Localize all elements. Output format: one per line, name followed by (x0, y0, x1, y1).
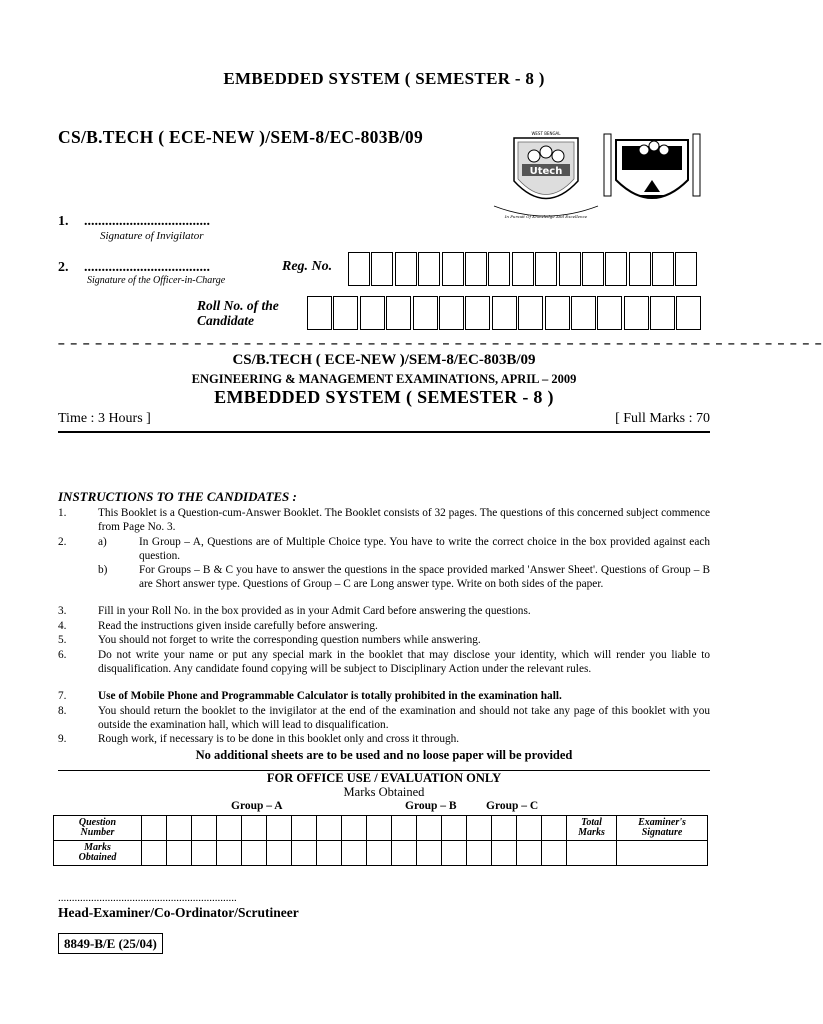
marks-obtained-header (54, 841, 142, 866)
instruction-sub-label: a) (98, 536, 107, 548)
group-b-label: Group – B (405, 800, 457, 812)
university-logo (486, 126, 606, 226)
mark-cell[interactable] (267, 841, 292, 866)
instruction-sub-label: b) (98, 564, 108, 576)
svg-text:Utech: Utech (529, 166, 563, 177)
roll-no-box[interactable] (465, 296, 490, 330)
subject-title: EMBEDDED SYSTEM ( SEMESTER - 8 ) (214, 387, 554, 407)
mark-cell[interactable] (317, 816, 342, 841)
mark-cell[interactable] (542, 841, 567, 866)
marks-obtained-caption: Marks Obtained (343, 785, 425, 799)
roll-no-box[interactable] (676, 296, 701, 330)
instruction-text: You should return the booklet to the invigilator at the end of the examination and should not take any page of this booklet with you outside the examination hall, which will lead to disqualification. (98, 705, 710, 731)
mark-cell[interactable] (367, 841, 392, 866)
mark-cell[interactable] (167, 841, 192, 866)
examiner-signature-cell[interactable] (617, 841, 708, 866)
instructions-footer: No additional sheets are to be used and no loose paper will be provided (195, 748, 573, 762)
instructions-heading: INSTRUCTIONS TO THE CANDIDATES : (58, 489, 297, 504)
mark-cell[interactable] (392, 816, 417, 841)
roll-no-label-line2: Candidate (197, 313, 255, 328)
roll-no-box[interactable] (571, 296, 596, 330)
row-label-line1: Marks (84, 842, 111, 853)
mark-cell[interactable] (217, 816, 242, 841)
mark-cell[interactable] (317, 841, 342, 866)
instruction-number: 7. (58, 690, 67, 702)
instruction-number: 5. (58, 634, 67, 646)
mark-cell[interactable] (142, 816, 167, 841)
time-label: Time : 3 Hours ] (58, 411, 151, 426)
total-marks-header (567, 816, 617, 841)
mark-cell[interactable] (242, 816, 267, 841)
instruction-number: 8. (58, 705, 67, 717)
paper-code: CS/B.TECH ( ECE-NEW )/SEM-8/EC-803B/09 (232, 352, 536, 368)
instruction-number: 3. (58, 605, 67, 617)
row-label-line2: Number (80, 827, 115, 838)
mark-cell[interactable] (542, 816, 567, 841)
invigilator-signature-line: .................................... (84, 214, 210, 229)
svg-text:In Pursuit Of Knowledge And Ex: In Pursuit Of Knowledge And Excellence (504, 214, 588, 219)
reg-no-box[interactable] (465, 252, 487, 286)
roll-no-box[interactable] (413, 296, 438, 330)
roll-no-label-line1: Roll No. of the (197, 298, 279, 313)
instruction-text: In Group – A, Questions are of Multiple Choice type. You have to write the correct choice in the box provided against each question. (139, 536, 710, 562)
total-label-line1: Total (581, 817, 602, 828)
mark-cell[interactable] (517, 816, 542, 841)
reg-no-box[interactable] (559, 252, 581, 286)
roll-no-label (197, 298, 279, 328)
mark-cell[interactable] (492, 816, 517, 841)
reg-no-box[interactable] (488, 252, 510, 286)
roll-no-box[interactable] (360, 296, 385, 330)
instruction-number: 9. (58, 733, 67, 745)
reg-no-box[interactable] (605, 252, 627, 286)
reg-no-box[interactable] (395, 252, 417, 286)
office-use-title: FOR OFFICE USE / EVALUATION ONLY (266, 771, 502, 785)
svg-text:WEST BENGAL: WEST BENGAL (531, 131, 561, 136)
mark-cell[interactable] (467, 816, 492, 841)
reg-no-box[interactable] (652, 252, 674, 286)
group-a-label: Group – A (231, 800, 283, 812)
reg-no-box[interactable] (348, 252, 370, 286)
invigilator-number: 1. (58, 214, 69, 229)
booklet-code: 8849-B/E (25/04) (58, 933, 163, 954)
examiner-label-line1: Examiner's (638, 817, 686, 828)
reg-no-box[interactable] (418, 252, 440, 286)
mark-cell[interactable] (442, 816, 467, 841)
page-title: EMBEDDED SYSTEM ( SEMESTER - 8 ) (223, 69, 545, 88)
question-number-row (54, 816, 708, 841)
row-label-line1: Question (78, 817, 117, 828)
marks-obtained-row (54, 841, 708, 866)
reg-no-box[interactable] (629, 252, 651, 286)
instruction-text: Do not write your name or put any special mark in the booklet that may disclose your identity, which will render you liable to disqualification. Any candidate found copying will be subject to Disciplinary Action under the relevant rules. (98, 649, 710, 675)
roll-no-box[interactable] (386, 296, 411, 330)
roll-no-box[interactable] (333, 296, 358, 330)
mark-cell[interactable] (342, 816, 367, 841)
examiner-label-line2: Signature (641, 827, 683, 838)
total-label-line2: Marks (578, 827, 605, 838)
roll-no-boxes[interactable] (307, 296, 703, 330)
instruction-text: Fill in your Roll No. in the box provided as in your Admit Card before answering the questions. (98, 605, 531, 617)
reg-no-boxes[interactable] (348, 252, 699, 286)
reg-no-box[interactable] (535, 252, 557, 286)
instruction-text: Rough work, if necessary is to be done in this booklet only and cross it through. (98, 733, 460, 745)
mark-cell[interactable] (467, 841, 492, 866)
mark-cell[interactable] (417, 841, 442, 866)
paper-code-top: CS/B.TECH ( ECE-NEW )/SEM-8/EC-803B/09 (58, 127, 424, 147)
roll-no-box[interactable] (650, 296, 675, 330)
officer-signature-label: Signature of the Officer-in-Charge (87, 275, 226, 286)
instruction-text: You should not forget to write the corresponding question numbers while answering. (98, 634, 481, 646)
invigilator-signature-label: Signature of Invigilator (100, 230, 204, 242)
mark-cell[interactable] (492, 841, 517, 866)
mark-cell[interactable] (292, 816, 317, 841)
officer-signature-line: .................................... (84, 260, 210, 275)
mark-cell[interactable] (392, 841, 417, 866)
mark-cell[interactable] (417, 816, 442, 841)
question-number-header (54, 816, 142, 841)
mark-cell[interactable] (242, 841, 267, 866)
college-emblem (602, 130, 702, 216)
reg-no-box[interactable] (371, 252, 393, 286)
mark-cell[interactable] (192, 841, 217, 866)
mark-cell[interactable] (442, 841, 467, 866)
total-marks-cell[interactable] (567, 841, 617, 866)
roll-no-box[interactable] (624, 296, 649, 330)
full-marks-label: [ Full Marks : 70 (615, 411, 710, 426)
group-c-label: Group – C (486, 800, 539, 812)
roll-no-box[interactable] (439, 296, 464, 330)
head-examiner-label: Head-Examiner/Co-Ordinator/Scrutineer (58, 905, 299, 920)
instruction-text: Read the instructions given inside carefully before answering. (98, 620, 378, 632)
exam-name: ENGINEERING & MANAGEMENT EXAMINATIONS, APRIL – 2009 (191, 372, 577, 386)
roll-no-box[interactable] (597, 296, 622, 330)
instruction-number: 6. (58, 649, 67, 661)
row-label-line2: Obtained (78, 852, 117, 863)
head-examiner-signature-line: ................................................................. (58, 892, 237, 904)
mark-cell[interactable] (217, 841, 242, 866)
instruction-text: For Groups – B & C you have to answer the questions in the space provided marked 'Answer Sheet'. Questions of Group – B are Short answer type. Questions of Group – C are Long answer type. Write on both sides of the paper. (139, 564, 710, 590)
roll-no-box[interactable] (492, 296, 517, 330)
marks-table (53, 815, 708, 866)
mark-cell[interactable] (517, 841, 542, 866)
mark-cell[interactable] (167, 816, 192, 841)
reg-no-box[interactable] (582, 252, 604, 286)
roll-no-box[interactable] (545, 296, 570, 330)
examiner-signature-header (617, 816, 708, 841)
mark-cell[interactable] (342, 841, 367, 866)
officer-number: 2. (58, 260, 69, 275)
reg-no-box[interactable] (512, 252, 534, 286)
cut-line: – – – – – – – – – – – – – – – – – – – – – – – – – – – – – – – – – – – – – – – – – – – – – – – – – – – – – – – – – – – – – – (58, 336, 823, 350)
mark-cell[interactable] (192, 816, 217, 841)
mark-cell[interactable] (142, 841, 167, 866)
mark-cell[interactable] (292, 841, 317, 866)
instruction-number: 1. (58, 507, 67, 519)
reg-no-box[interactable] (675, 252, 697, 286)
instruction-text: Use of Mobile Phone and Programmable Calculator is totally prohibited in the examination hall. (98, 690, 562, 702)
instruction-number: 2. (58, 536, 67, 548)
reg-no-label: Reg. No. (282, 259, 333, 274)
instruction-number: 4. (58, 620, 67, 632)
reg-no-box[interactable] (442, 252, 464, 286)
header-rule (58, 431, 710, 433)
mark-cell[interactable] (267, 816, 292, 841)
instruction-text: This Booklet is a Question-cum-Answer Booklet. The Booklet consists of 32 pages. The questions of this concerned subject commence from Page No. 3. (98, 507, 711, 533)
roll-no-box[interactable] (307, 296, 332, 330)
roll-no-box[interactable] (518, 296, 543, 330)
mark-cell[interactable] (367, 816, 392, 841)
